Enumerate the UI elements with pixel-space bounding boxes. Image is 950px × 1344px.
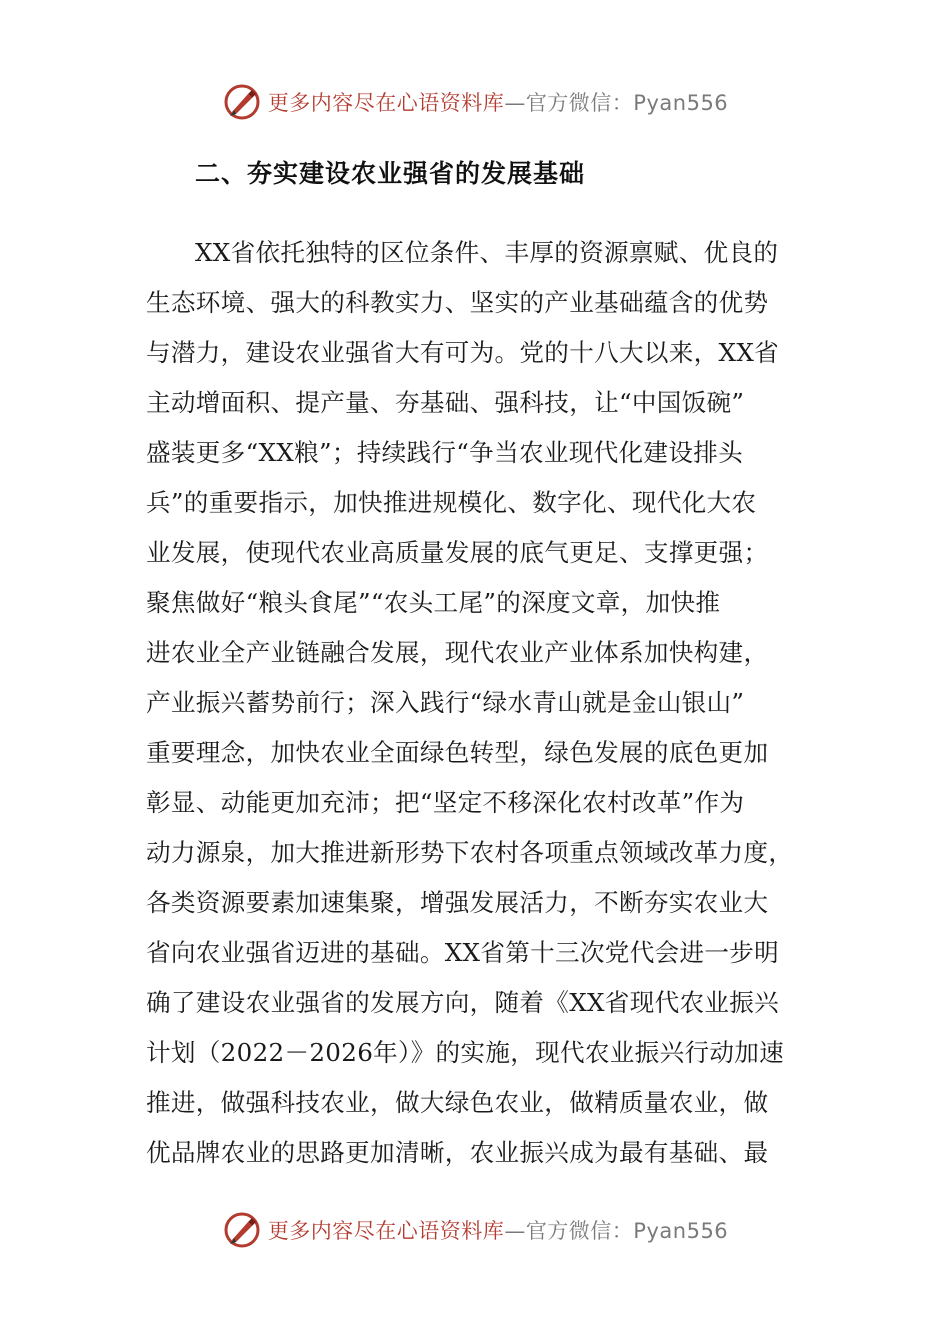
paragraph-line: 省向农业强省迈进的基础。XX省第十三次党代会进一步明 xyxy=(146,938,780,967)
paragraph-line: 主动增面积、提产量、夯基础、强科技，让“中国饭碗” xyxy=(146,388,745,417)
paragraph-line: 盛装更多“XX粮”；持续践行“争当农业现代化建设排头 xyxy=(146,438,744,467)
paragraph-line: 动力源泉，加大推进新形势下农村各项重点领域改革力度， xyxy=(146,838,794,867)
watermark-banner-top xyxy=(0,80,950,124)
paragraph-line: 兵”的重要指示，加快推进规模化、数字化、现代化大农 xyxy=(146,488,757,517)
paragraph-line: 业发展，使现代农业高质量发展的底气更足、支撑更强； xyxy=(146,538,769,567)
watermark-content xyxy=(222,82,728,122)
watermark-text-red: 更多内容尽在心语资料库 xyxy=(267,1219,505,1243)
watermark-text-gray: —官方微信：Pyan556 xyxy=(504,91,729,115)
paragraph-line: 产业振兴蓄势前行；深入践行“绿水青山就是金山银山” xyxy=(146,688,745,717)
watermark-text-gray: —官方微信：Pyan556 xyxy=(504,1219,729,1243)
paragraph-line: 进农业全产业链融合发展，现代农业产业体系加快构建， xyxy=(146,638,769,667)
pen-logo-icon xyxy=(222,82,262,122)
watermark-text xyxy=(268,1215,728,1245)
paragraph-line: 重要理念，加快农业全面绿色转型，绿色发展的底色更加 xyxy=(146,738,769,767)
pen-logo-icon xyxy=(222,1210,262,1250)
section-heading: 二、夯实建设农业强省的发展基础 xyxy=(195,159,586,188)
paragraph-line: 生态环境、强大的科教实力、坚实的产业基础蕴含的优势 xyxy=(146,288,769,317)
watermark-banner-bottom xyxy=(0,1208,950,1252)
paragraph-line: 推进，做强科技农业，做大绿色农业，做精质量农业，做 xyxy=(146,1088,769,1117)
paragraph-line: 计划（2022－2026年）》的实施，现代农业振兴行动加速 xyxy=(146,1038,785,1067)
paragraph-line: 各类资源要素加速集聚，增强发展活力，不断夯实农业大 xyxy=(146,888,769,917)
paragraph-line: 聚焦做好“粮头食尾”“农头工尾”的深度文章，加快推 xyxy=(146,588,721,617)
paragraph-line: XX省依托独特的区位条件、丰厚的资源禀赋、优良的 xyxy=(195,238,779,267)
paragraph-line: 优品牌农业的思路更加清晰，农业振兴成为最有基础、最 xyxy=(146,1138,769,1167)
paragraph-line: 与潜力，建设农业强省大有可为。党的十八大以来，XX省 xyxy=(146,338,780,367)
paragraph-line: 确了建设农业强省的发展方向，随着《XX省现代农业振兴 xyxy=(146,988,780,1017)
watermark-content xyxy=(222,1210,728,1250)
paragraph-line: 彰显、动能更加充沛；把“坚定不移深化农村改革”作为 xyxy=(146,788,745,817)
watermark-text xyxy=(268,87,728,117)
watermark-text-red: 更多内容尽在心语资料库 xyxy=(267,91,505,115)
